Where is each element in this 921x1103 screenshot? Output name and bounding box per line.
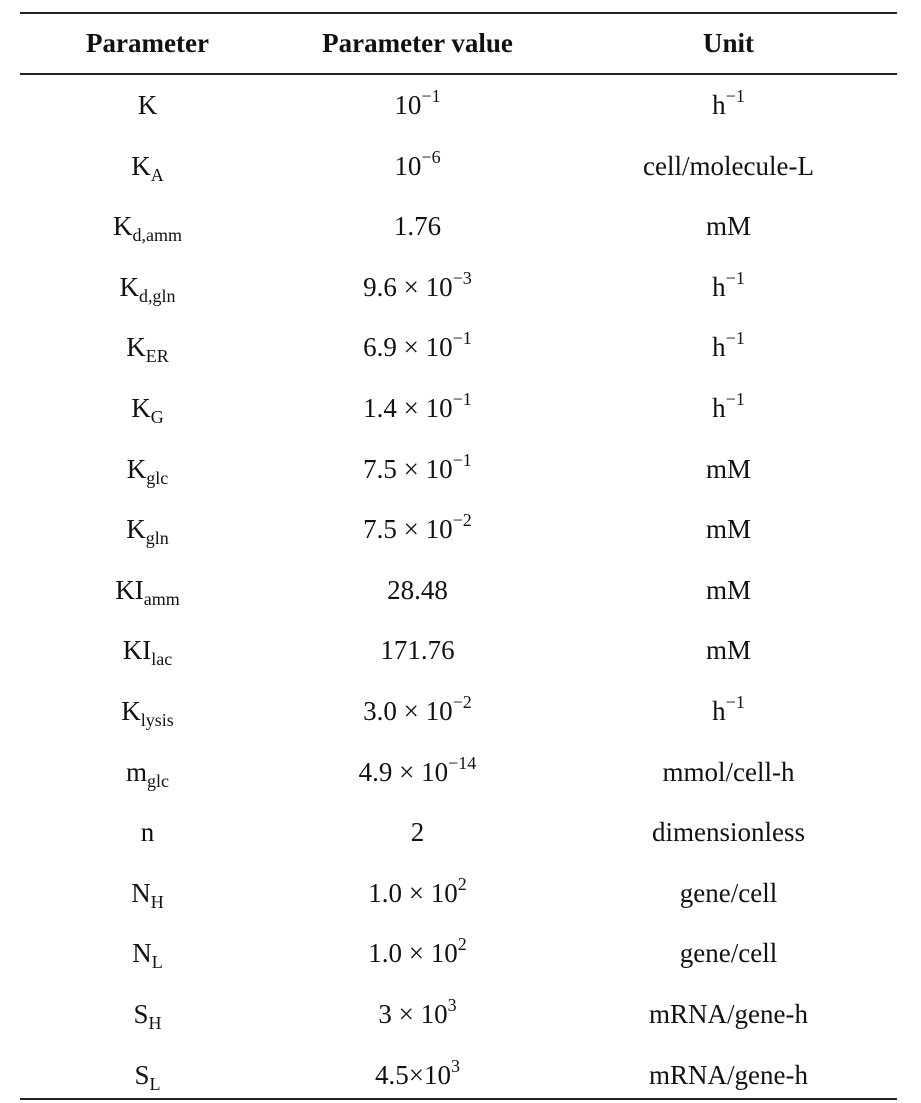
value-cell-base: 10 bbox=[394, 150, 422, 181]
value-cell-base: 171.76 bbox=[380, 635, 455, 666]
parameter-cell bbox=[20, 262, 275, 312]
parameter-cell-base: S bbox=[134, 1059, 150, 1090]
unit-cell-base: h bbox=[712, 90, 726, 120]
value-exponent: −2 bbox=[452, 692, 472, 712]
unit-cell bbox=[560, 141, 897, 191]
header-rule bbox=[20, 73, 897, 75]
unit-cell bbox=[560, 928, 897, 978]
parameter-cell-base: K bbox=[137, 90, 158, 120]
value-cell-base: 1.76 bbox=[393, 211, 442, 242]
parameter-subscript: L bbox=[149, 1073, 161, 1094]
parameter-subscript: glc bbox=[147, 770, 169, 791]
unit-cell bbox=[560, 1050, 897, 1100]
parameter-cell-base: K bbox=[113, 211, 133, 242]
unit-cell bbox=[560, 686, 897, 736]
value-exponent: −3 bbox=[452, 267, 472, 288]
value-cell bbox=[275, 565, 560, 615]
table-row bbox=[20, 565, 897, 615]
value-cell bbox=[275, 383, 560, 433]
parameter-cell bbox=[20, 141, 275, 191]
table-row bbox=[20, 807, 897, 857]
unit-cell-base: mM bbox=[705, 453, 751, 484]
value-cell bbox=[275, 80, 560, 130]
parameter-subscript: G bbox=[150, 407, 164, 427]
unit-cell bbox=[560, 322, 897, 372]
value-cell-base: 7.5 × 10 bbox=[363, 514, 453, 545]
parameter-cell bbox=[20, 504, 275, 554]
unit-exponent: −1 bbox=[725, 692, 745, 712]
value-cell-base: 1.0 × 10 bbox=[368, 938, 458, 969]
parameter-cell-base: K bbox=[131, 150, 151, 181]
unit-cell-base: mM bbox=[705, 635, 751, 666]
parameter-cell bbox=[20, 383, 275, 433]
parameter-cell-base: KI bbox=[115, 574, 144, 605]
parameter-subscript: L bbox=[151, 952, 163, 973]
parameter-cell bbox=[20, 868, 275, 918]
value-exponent: 3 bbox=[450, 1055, 460, 1076]
parameter-cell bbox=[20, 928, 275, 978]
unit-cell bbox=[560, 565, 897, 615]
unit-cell bbox=[560, 201, 897, 251]
value-cell-base: 28.48 bbox=[387, 574, 448, 605]
parameter-cell bbox=[20, 80, 275, 130]
top-rule bbox=[20, 12, 897, 14]
unit-cell bbox=[560, 383, 897, 433]
table-row bbox=[20, 383, 897, 433]
value-exponent: −14 bbox=[448, 752, 477, 773]
unit-cell-base: dimensionless bbox=[652, 817, 805, 848]
unit-exponent: −1 bbox=[725, 389, 745, 409]
table-row bbox=[20, 868, 897, 918]
unit-cell bbox=[560, 989, 897, 1039]
value-cell bbox=[275, 928, 560, 978]
unit-cell-base: h bbox=[712, 271, 726, 302]
parameter-subscript: lac bbox=[151, 649, 173, 670]
parameter-cell bbox=[20, 322, 275, 372]
unit-cell bbox=[560, 807, 897, 857]
unit-cell bbox=[560, 504, 897, 554]
parameter-cell-base: N bbox=[131, 877, 151, 908]
value-cell-base: 3 × 10 bbox=[378, 999, 448, 1029]
value-exponent: −1 bbox=[452, 328, 472, 349]
unit-exponent: −1 bbox=[725, 267, 745, 288]
parameter-cell-base: K bbox=[126, 453, 147, 484]
parameter-cell-base: K bbox=[126, 514, 146, 545]
value-exponent: −1 bbox=[452, 449, 472, 470]
parameter-cell-base: K bbox=[119, 271, 139, 302]
parameter-cell-base: m bbox=[125, 756, 147, 787]
parameter-subscript: A bbox=[150, 164, 164, 185]
table-row bbox=[20, 201, 897, 251]
parameter-subscript: amm bbox=[143, 588, 180, 609]
parameter-cell bbox=[20, 989, 275, 1039]
table-row bbox=[20, 928, 897, 978]
parameter-cell-base: K bbox=[126, 332, 146, 363]
value-cell bbox=[275, 686, 560, 736]
parameter-cell bbox=[20, 686, 275, 736]
parameter-subscript: glc bbox=[146, 467, 169, 488]
value-cell-base: 1.4 × 10 bbox=[363, 393, 453, 423]
unit-cell-base: gene/cell bbox=[679, 938, 778, 969]
table-row bbox=[20, 625, 897, 675]
value-cell-base: 7.5 × 10 bbox=[363, 453, 453, 484]
value-cell-base: 6.9 × 10 bbox=[363, 332, 453, 363]
table-row bbox=[20, 686, 897, 736]
bottom-rule bbox=[20, 1098, 897, 1100]
unit-cell-base: h bbox=[712, 332, 726, 363]
header-parameter-value: Parameter value bbox=[322, 28, 513, 58]
value-cell-base: 4.5×10 bbox=[375, 1059, 451, 1090]
unit-cell-base: h bbox=[712, 696, 726, 726]
value-exponent: −6 bbox=[421, 146, 441, 167]
table-row bbox=[20, 322, 897, 372]
table-row bbox=[20, 504, 897, 554]
unit-exponent: −1 bbox=[725, 86, 745, 106]
value-cell bbox=[275, 807, 560, 857]
parameter-cell bbox=[20, 625, 275, 675]
table-row bbox=[20, 262, 897, 312]
table-row bbox=[20, 747, 897, 797]
parameter-subscript: H bbox=[150, 891, 164, 912]
unit-cell-base: cell/molecule-L bbox=[643, 150, 814, 181]
parameter-cell bbox=[20, 807, 275, 857]
value-exponent: −2 bbox=[452, 510, 472, 531]
value-cell-base: 9.6 × 10 bbox=[363, 271, 453, 302]
unit-cell bbox=[560, 444, 897, 494]
value-cell bbox=[275, 141, 560, 191]
table-row bbox=[20, 141, 897, 191]
parameter-subscript: d,gln bbox=[138, 285, 176, 306]
value-cell-base: 2 bbox=[410, 817, 425, 848]
parameter-cell-base: S bbox=[133, 999, 149, 1029]
value-cell bbox=[275, 201, 560, 251]
value-exponent: 3 bbox=[447, 995, 457, 1015]
value-cell bbox=[275, 322, 560, 372]
value-cell bbox=[275, 504, 560, 554]
parameter-cell-base: K bbox=[131, 393, 151, 423]
table-row bbox=[20, 989, 897, 1039]
unit-cell-base: mmol/cell-h bbox=[662, 756, 795, 787]
value-exponent: −1 bbox=[421, 86, 441, 106]
table-row bbox=[20, 80, 897, 130]
unit-cell-base: mM bbox=[705, 574, 751, 605]
parameter-cell bbox=[20, 201, 275, 251]
value-cell-base: 3.0 × 10 bbox=[363, 696, 453, 726]
unit-cell bbox=[560, 868, 897, 918]
value-cell-base: 10 bbox=[394, 90, 422, 120]
parameter-cell-base: n bbox=[140, 817, 155, 848]
value-cell bbox=[275, 989, 560, 1039]
unit-cell-base: mM bbox=[705, 211, 751, 242]
unit-cell-base: mRNA/gene-h bbox=[649, 1059, 808, 1090]
unit-exponent: −1 bbox=[725, 328, 745, 349]
value-cell bbox=[275, 262, 560, 312]
unit-cell bbox=[560, 262, 897, 312]
parameter-cell-base: KI bbox=[122, 635, 152, 666]
parameter-cell bbox=[20, 444, 275, 494]
parameter-subscript: d,amm bbox=[132, 225, 182, 246]
unit-cell-base: mM bbox=[705, 514, 751, 545]
table-header-row bbox=[20, 18, 897, 68]
unit-cell-base: h bbox=[712, 393, 726, 423]
value-exponent: −1 bbox=[452, 389, 472, 409]
header-parameter: Parameter bbox=[86, 28, 209, 58]
parameter-cell bbox=[20, 747, 275, 797]
table-row bbox=[20, 444, 897, 494]
parameter-cell bbox=[20, 565, 275, 615]
unit-cell bbox=[560, 80, 897, 130]
unit-cell-base: mRNA/gene-h bbox=[649, 999, 808, 1029]
value-cell bbox=[275, 868, 560, 918]
value-cell bbox=[275, 747, 560, 797]
value-exponent: 2 bbox=[457, 873, 467, 894]
value-cell bbox=[275, 444, 560, 494]
parameter-cell-base: K bbox=[121, 696, 141, 726]
parameter-subscript: H bbox=[148, 1013, 162, 1033]
table-row bbox=[20, 1050, 897, 1100]
value-cell bbox=[275, 1050, 560, 1100]
value-exponent: 2 bbox=[457, 934, 467, 955]
value-cell-base: 4.9 × 10 bbox=[358, 756, 449, 787]
unit-cell-base: gene/cell bbox=[679, 877, 778, 908]
parameter-cell-base: N bbox=[132, 938, 152, 969]
unit-cell bbox=[560, 625, 897, 675]
value-cell bbox=[275, 625, 560, 675]
parameter-subscript: gln bbox=[145, 528, 169, 549]
parameter-cell bbox=[20, 1050, 275, 1100]
parameter-subscript: lysis bbox=[140, 710, 174, 730]
unit-cell bbox=[560, 747, 897, 797]
value-cell-base: 1.0 × 10 bbox=[368, 877, 458, 908]
parameter-subscript: ER bbox=[145, 346, 169, 367]
header-unit: Unit bbox=[702, 28, 754, 58]
